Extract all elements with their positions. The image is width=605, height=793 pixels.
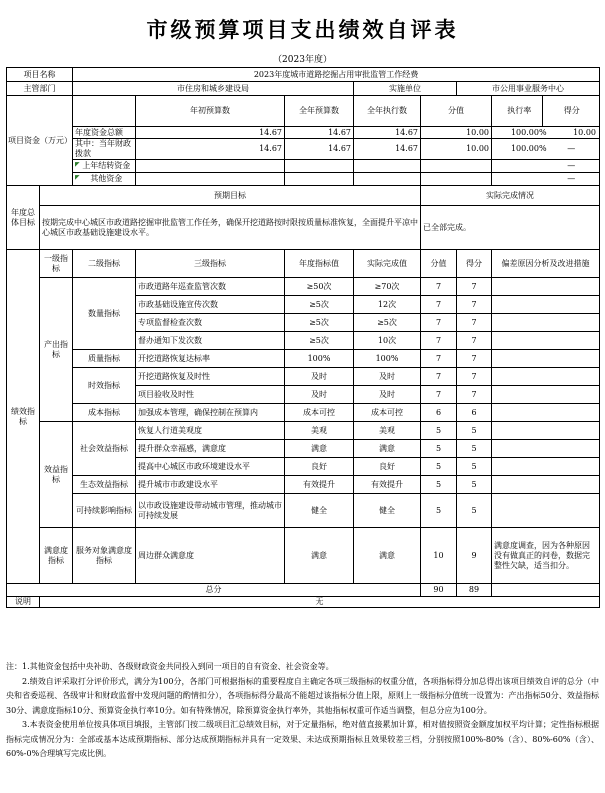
funds-score-value: 10.00 — [421, 139, 492, 160]
funds-row — [7, 160, 600, 173]
indicator-score: 5 — [457, 422, 492, 440]
goals-label: 年度总体目标 — [7, 186, 40, 250]
funds-row-name-cell — [73, 160, 136, 173]
funds-row — [7, 127, 600, 139]
funds-annual — [285, 173, 354, 186]
indicator-row — [7, 494, 600, 528]
indicator-row — [7, 404, 600, 422]
funds-score-value — [421, 160, 492, 173]
funds-row-name: 其他资金 — [90, 174, 123, 183]
indicator-value: 5 — [421, 422, 457, 440]
funds-score: — — [567, 144, 576, 153]
indicator-note — [492, 350, 600, 368]
total-score: 89 — [457, 584, 492, 597]
funds-header: 全年执行数 — [354, 96, 421, 127]
funds-initial — [136, 173, 285, 186]
project-name-value: 2023年度城市道路挖掘占用审批监管工作经费 — [73, 68, 600, 82]
indicator-value: 6 — [421, 404, 457, 422]
indicator-actual: 健全 — [354, 494, 421, 528]
funds-score-value: 10.00 — [421, 127, 492, 139]
remark-label: 说明 — [7, 597, 40, 608]
indicator-score: 7 — [457, 368, 492, 386]
indicator-value: 10 — [421, 528, 457, 584]
indicator-score: 5 — [457, 494, 492, 528]
indicator-target: 有效提升 — [285, 476, 354, 494]
indicator-target: ≥5次 — [285, 314, 354, 332]
note-item: 2.绩效自评采取打分评价形式，满分为100分，各部门可根据指标的重要程度自主确定各项三级指标的权重分值，各项指标得分加总得出该项目绩效自评的总分（中央和省委巡视、各级审计和财政监督中发现问题的酌情扣分），各项指标得分最高不能超过该指标分值上限，原则上一级指标分值统一设置为：产出指标50分、效益指标30分、满意度指标10分、预算资金执行率10分。如有特殊情况，除预算资金执行率外，其他指标权重可作适当调整，但总分应为100分。 — [6, 676, 599, 715]
goals-content-row — [7, 206, 600, 250]
funds-rate: 100.00% — [510, 144, 547, 153]
total-note — [492, 584, 600, 597]
goals-expected-header: 预期目标 — [40, 186, 421, 206]
indicator-score: 7 — [457, 296, 492, 314]
funds-label: 项目资金（万元） — [7, 96, 73, 186]
level2-cost: 成本指标 — [73, 404, 136, 422]
project-name-label: 项目名称 — [7, 68, 73, 82]
funds-annual: 14.67 — [285, 127, 354, 139]
indicator-target: 100% — [285, 350, 354, 368]
funds-executed — [354, 160, 421, 173]
indicator-row — [7, 278, 600, 296]
indicator-row — [7, 368, 600, 386]
funds-initial — [136, 160, 285, 173]
level1-benefit: 效益指标 — [40, 422, 73, 528]
note-item: 3.本表资金使用单位按具体项目填报，主管部门按二级项目汇总绩效目标，对于定量指标，绝对值直接累加计算，相对值按照资金额度加权平均计算；定性指标根据指标完成情况分为：全部或基本达成预期指标、部分达成预期指标并具有一定效果、未达成预期指标且效果较差三档，分别按照100%-80%（含）、80%-60%（含）、60%-0%合理填写完成比例。 — [6, 720, 599, 758]
total-label: 总分 — [7, 584, 421, 597]
indicator-actual: 10次 — [354, 332, 421, 350]
indicator-value: 7 — [421, 314, 457, 332]
indicator-row — [7, 476, 600, 494]
indicator-name: 加强成本管理，确保控制在预算内 — [136, 404, 285, 422]
funds-header-row — [7, 96, 600, 127]
indicator-note — [492, 386, 600, 404]
funds-score: — — [567, 174, 576, 183]
indicator-score: 5 — [457, 476, 492, 494]
indicator-header: 实际完成值 — [354, 250, 421, 278]
indicator-value: 7 — [421, 386, 457, 404]
indicator-score: 9 — [457, 528, 492, 584]
funds-name-header — [73, 96, 136, 127]
level2-quantity: 数量指标 — [73, 278, 136, 350]
total-value: 90 — [421, 584, 457, 597]
indicator-name: 恢复人行道美观度 — [136, 422, 285, 440]
indicator-actual: ≥70次 — [354, 278, 421, 296]
indicator-actual: 100% — [354, 350, 421, 368]
indicator-name: 提高中心城区市政环境建设水平 — [136, 458, 285, 476]
indicator-header: 二级指标 — [73, 250, 136, 278]
level2-social: 社会效益指标 — [73, 422, 136, 476]
indicator-header: 偏差原因分析及改进措施 — [492, 250, 600, 278]
funds-row-name: 年度资金总额 — [73, 127, 136, 139]
indicator-value: 7 — [421, 350, 457, 368]
level2-sustain: 可持续影响指标 — [73, 494, 136, 528]
indicator-header: 分值 — [421, 250, 457, 278]
funds-score-value — [421, 173, 492, 186]
funds-row — [7, 173, 600, 186]
indicator-actual: 成本可控 — [354, 404, 421, 422]
indicator-target: ≥5次 — [285, 296, 354, 314]
notes — [6, 660, 599, 762]
indicator-score: 7 — [457, 386, 492, 404]
indicator-note — [492, 440, 600, 458]
level1-output: 产出指标 — [40, 278, 73, 422]
indicator-score: 5 — [457, 458, 492, 476]
funds-row — [7, 139, 600, 160]
indicator-value: 5 — [421, 494, 457, 528]
indicator-note — [492, 314, 600, 332]
indicator-actual: 满意 — [354, 528, 421, 584]
impl-value: 市公用事业服务中心 — [457, 82, 600, 96]
indicator-note — [492, 422, 600, 440]
level2-time: 时效指标 — [73, 368, 136, 404]
indicator-target: 健全 — [285, 494, 354, 528]
dept-value: 市住房和城乡建设局 — [73, 82, 354, 96]
note-item: 注：1.其他资金包括中央补助、各级财政资金共同投入到同一项目的自有资金、社会资金等。 — [6, 662, 334, 671]
level1-satisfaction: 满意度指标 — [40, 528, 73, 584]
indicator-score: 5 — [457, 440, 492, 458]
funds-executed: 14.67 — [354, 139, 421, 160]
funds-header-split — [492, 96, 600, 127]
indicator-value: 7 — [421, 296, 457, 314]
funds-score: — — [567, 161, 576, 170]
indicator-value: 5 — [421, 476, 457, 494]
goals-actual-header: 实际完成情况 — [421, 186, 600, 206]
impl-label: 实施单位 — [354, 82, 457, 96]
indicator-score: 6 — [457, 404, 492, 422]
indicator-target: 及时 — [285, 368, 354, 386]
indicator-actual: ≥5次 — [354, 314, 421, 332]
level2-service: 服务对象满意度指标 — [73, 528, 136, 584]
indicator-name: 开挖道路恢复达标率 — [136, 350, 285, 368]
indicator-row — [7, 528, 600, 584]
indicator-target: 美观 — [285, 422, 354, 440]
indicator-value: 7 — [421, 368, 457, 386]
evaluation-table — [6, 67, 600, 608]
indicator-actual: 满意 — [354, 440, 421, 458]
indicator-note — [492, 332, 600, 350]
funds-header: 得分 — [563, 106, 580, 115]
cell-marker-icon: ◤ — [75, 174, 80, 181]
dept-label: 主管部门 — [7, 82, 73, 96]
goals-expected-text: 按期完成中心城区市政道路挖掘审批监管工作任务，确保开挖道路按时限按质量标准恢复，全面提升平凉中心城区市政基础设施建设水平。 — [40, 206, 421, 250]
indicator-actual: 及时 — [354, 386, 421, 404]
cell-marker-icon: ◤ — [75, 161, 80, 168]
indicators-label: 绩效指标 — [7, 250, 40, 584]
indicator-note: 满意度调查，因为各种原因没有做真正的问卷，数据完整性欠缺，适当扣分。 — [492, 528, 600, 584]
goals-actual-text: 已全部完成。 — [421, 206, 600, 250]
funds-rate: 100.00% — [510, 127, 547, 137]
indicator-actual: 12次 — [354, 296, 421, 314]
indicator-note — [492, 476, 600, 494]
funds-header: 全年预算数 — [285, 96, 354, 127]
funds-initial: 14.67 — [136, 139, 285, 160]
indicator-name: 提升城市市政建设水平 — [136, 476, 285, 494]
indicator-score: 7 — [457, 278, 492, 296]
indicator-target: 满意 — [285, 528, 354, 584]
indicator-row — [7, 350, 600, 368]
indicator-name: 专项监督检查次数 — [136, 314, 285, 332]
indicator-note — [492, 296, 600, 314]
indicator-actual: 有效提升 — [354, 476, 421, 494]
funds-rate-score — [492, 127, 600, 139]
indicator-score: 7 — [457, 332, 492, 350]
funds-header: 分值 — [421, 96, 492, 127]
funds-initial: 14.67 — [136, 127, 285, 139]
indicator-target: ≥50次 — [285, 278, 354, 296]
indicator-note — [492, 494, 600, 528]
indicator-actual: 及时 — [354, 368, 421, 386]
indicator-name: 项目验收及时性 — [136, 386, 285, 404]
indicator-target: 成本可控 — [285, 404, 354, 422]
indicator-value: 5 — [421, 458, 457, 476]
indicator-name: 督办通知下发次数 — [136, 332, 285, 350]
funds-rate-score — [492, 139, 600, 160]
indicator-score: 7 — [457, 350, 492, 368]
funds-row-name: 其中：当年财政拨款 — [73, 139, 136, 160]
indicator-name: 开挖道路恢复及时性 — [136, 368, 285, 386]
level2-ecology: 生态效益指标 — [73, 476, 136, 494]
funds-executed: 14.67 — [354, 127, 421, 139]
indicator-target: 及时 — [285, 386, 354, 404]
indicator-header: 一级指标 — [40, 250, 73, 278]
indicator-note — [492, 404, 600, 422]
funds-header: 年初预算数 — [136, 96, 285, 127]
indicator-value: 7 — [421, 278, 457, 296]
remark-row — [7, 597, 600, 608]
funds-row-name-cell — [73, 173, 136, 186]
page-title: 市级预算项目支出绩效自评表 — [146, 18, 459, 42]
indicator-target: 良好 — [285, 458, 354, 476]
indicator-row — [7, 422, 600, 440]
indicator-note — [492, 278, 600, 296]
indicator-score: 7 — [457, 314, 492, 332]
goals-header-row — [7, 186, 600, 206]
funds-rate-score — [492, 160, 600, 173]
funds-annual — [285, 160, 354, 173]
total-row — [7, 584, 600, 597]
indicator-target: ≥5次 — [285, 332, 354, 350]
indicator-header: 得分 — [457, 250, 492, 278]
project-name-row — [7, 68, 600, 82]
indicator-name: 市政道路年巡查监管次数 — [136, 278, 285, 296]
indicator-target: 满意 — [285, 440, 354, 458]
level2-quality: 质量指标 — [73, 350, 136, 368]
indicator-note — [492, 458, 600, 476]
funds-rate-score — [492, 173, 600, 186]
indicator-header-row — [7, 250, 600, 278]
indicator-value: 5 — [421, 440, 457, 458]
department-row — [7, 82, 600, 96]
indicator-actual: 良好 — [354, 458, 421, 476]
indicator-header: 三级指标 — [136, 250, 285, 278]
funds-header: 执行率 — [507, 106, 532, 115]
funds-row-name: 上年结转资金 — [82, 161, 131, 170]
indicator-header: 年度指标值 — [285, 250, 354, 278]
indicator-note — [492, 368, 600, 386]
funds-score: 10.00 — [573, 127, 596, 137]
indicator-name: 市政基础设施宣传次数 — [136, 296, 285, 314]
funds-executed — [354, 173, 421, 186]
funds-annual: 14.67 — [285, 139, 354, 160]
indicator-actual: 美观 — [354, 422, 421, 440]
year-subtitle: （2023年度） — [273, 55, 332, 65]
indicator-value: 7 — [421, 332, 457, 350]
indicator-name: 提升群众幸福感，满意度 — [136, 440, 285, 458]
remark-value: 无 — [40, 597, 600, 608]
indicator-name: 周边群众满意度 — [136, 528, 285, 584]
indicator-name: 以市政设施建设带动城市管理，推动城市可持续发展 — [136, 494, 285, 528]
